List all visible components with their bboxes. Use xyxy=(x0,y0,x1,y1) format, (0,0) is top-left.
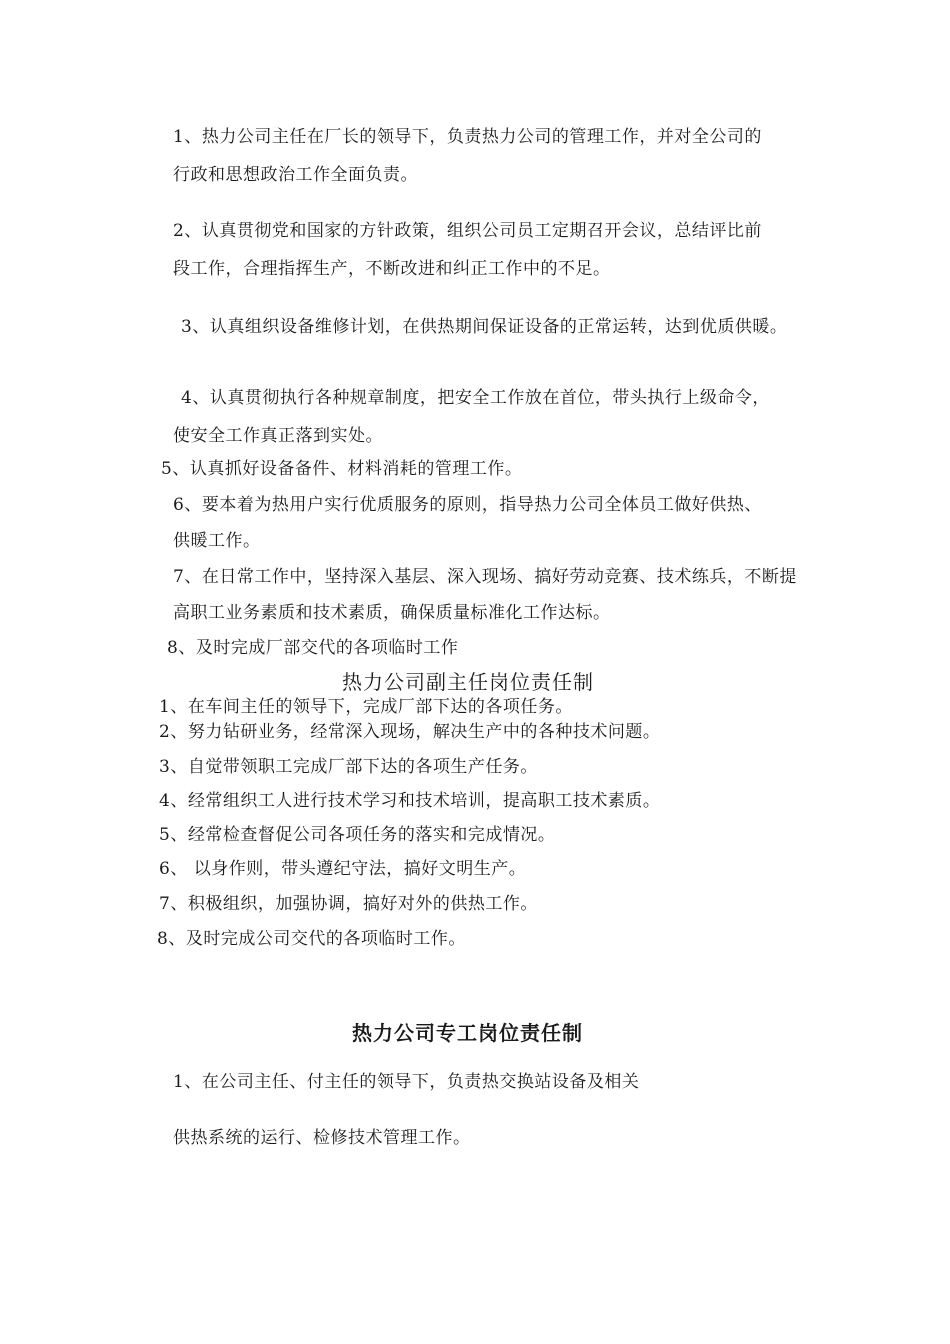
section-title: 热力公司专工岗位责任制 xyxy=(352,1021,583,1045)
text-line: 3、认真组织设备维修计划，在供热期间保证设备的正常运转，达到优质供暖。 xyxy=(181,317,788,337)
text-line: 8、及时完成公司交代的各项临时工作。 xyxy=(157,929,466,949)
text-line: 高职工业务素质和技术素质，确保质量标准化工作达标。 xyxy=(173,603,611,623)
text-line: 4、认真贯彻执行各种规章制度，把安全工作放在首位，带头执行上级命令， xyxy=(181,388,770,408)
text-line: 7、积极组织，加强协调，搞好对外的供热工作。 xyxy=(159,894,538,914)
text-line: 供暖工作。 xyxy=(173,531,261,551)
text-line: 6、 以身作则，带头遵纪守法，搞好文明生产。 xyxy=(159,859,527,879)
text-line: 4、经常组织工人进行技术学习和技术培训，提高职工技术素质。 xyxy=(159,791,661,811)
text-line: 6、要本着为热用户实行优质服务的原则，指导热力公司全体员工做好供热、 xyxy=(173,495,762,515)
text-line: 1、在公司主任、付主任的领导下，负责热交换站设备及相关 xyxy=(173,1072,640,1092)
text-line: 3、自觉带领职工完成厂部下达的各项生产任务。 xyxy=(159,757,538,777)
text-line: 7、在日常工作中，坚持深入基层、深入现场、搞好劳动竞赛、技术练兵，不断提 xyxy=(173,567,797,587)
text-line: 供热系统的运行、检修技术管理工作。 xyxy=(173,1128,471,1148)
text-line: 1、热力公司主任在厂长的领导下，负责热力公司的管理工作，并对全公司的 xyxy=(173,127,762,147)
text-line: 使安全工作真正落到实处。 xyxy=(173,426,383,446)
text-line: 2、努力钻研业务，经常深入现场，解决生产中的各种技术问题。 xyxy=(159,722,661,742)
section-title: 热力公司副主任岗位责任制 xyxy=(342,670,594,694)
text-line: 1、在车间主任的领导下，完成厂部下达的各项任务。 xyxy=(159,697,573,717)
text-line: 2、认真贯彻党和国家的方针政策，组织公司员工定期召开会议，总结评比前 xyxy=(173,221,762,241)
text-line: 5、认真抓好设备备件、材料消耗的管理工作。 xyxy=(161,459,523,479)
text-line: 行政和思想政治工作全面负责。 xyxy=(173,165,418,185)
text-line: 段工作，合理指挥生产，不断改进和纠正工作中的不足。 xyxy=(173,259,611,279)
text-line: 8、及时完成厂部交代的各项临时工作 xyxy=(167,638,459,658)
text-line: 5、经常检查督促公司各项任务的落实和完成情况。 xyxy=(159,825,556,845)
